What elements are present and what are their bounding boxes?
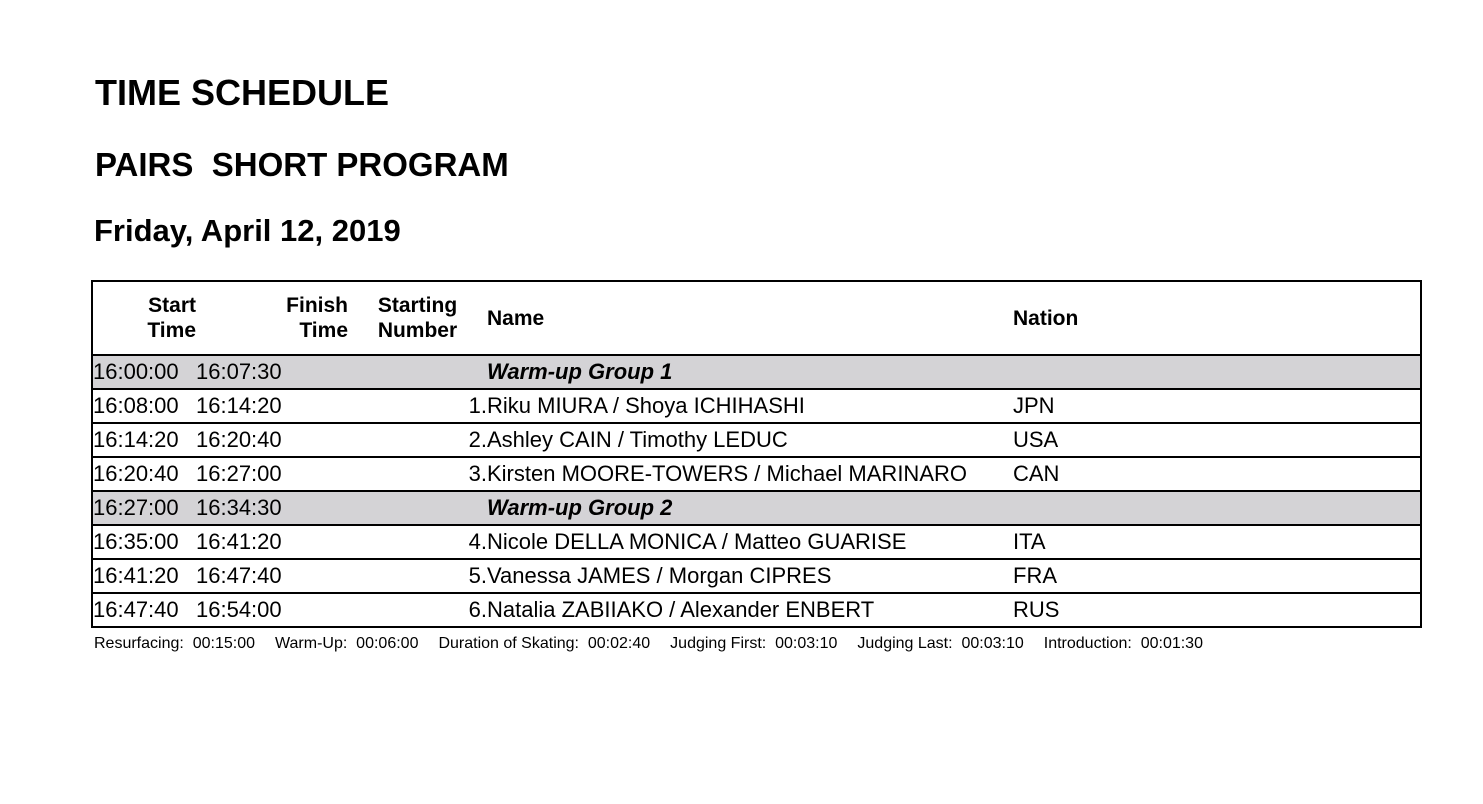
start-time: 16:41:20: [92, 559, 196, 593]
warmup-group-label: Warm-up Group 2: [487, 491, 1013, 525]
header-name: Name: [487, 281, 1013, 355]
introduction-duration: Introduction: 00:01:30: [1043, 635, 1203, 652]
schedule-table: [91, 280, 1422, 628]
page-title: TIME SCHEDULE: [95, 72, 390, 113]
finish-time: 16:41:20: [196, 525, 348, 559]
warmup-duration: Warm-Up: 00:06:00: [275, 635, 419, 652]
nation: ITA: [1013, 525, 1421, 559]
table-row: [92, 559, 1421, 593]
skater-names: Natalia ZABIIAKO / Alexander ENBERT: [487, 597, 875, 622]
table-row: [92, 423, 1421, 457]
skater-names: Nicole DELLA MONICA / Matteo GUARISE: [487, 525, 1013, 559]
header-starting-number: Starting Number: [348, 281, 487, 355]
nation: FRA: [1013, 559, 1421, 593]
finish-time: 16:47:40: [196, 559, 348, 593]
start-time: 16:27:00: [92, 491, 196, 525]
nation: JPN: [1013, 389, 1421, 423]
starting-number: [348, 491, 487, 525]
table-row: [92, 389, 1421, 423]
nation: [1013, 355, 1421, 389]
skater-names: Kirsten MOORE-TOWERS / Michael MARINARO: [487, 457, 1013, 491]
nation: USA: [1013, 423, 1421, 457]
event-title: PAIRS SHORT PROGRAM: [95, 146, 509, 183]
nation: [1013, 491, 1421, 525]
starting-number: 3.: [348, 457, 487, 491]
starting-number: 6.: [468, 597, 487, 622]
skater-names: Vanessa JAMES / Morgan CIPRES: [487, 559, 1013, 593]
nation: CAN: [1013, 457, 1421, 491]
header-nation: Nation: [1013, 281, 1421, 355]
starting-number: 4.: [348, 525, 487, 559]
resurfacing-duration: Resurfacing: 00:15:00: [94, 635, 255, 652]
starting-number: [348, 355, 487, 389]
finish-time: 16:27:00: [196, 457, 348, 491]
timing-footer: [94, 634, 1223, 654]
skating-duration: Duration of Skating: 00:02:40: [438, 635, 651, 652]
start-time: 16:47:40: [93, 597, 179, 622]
start-time: 16:35:00: [92, 525, 196, 559]
table-row: [92, 525, 1421, 559]
warmup-group-row: [92, 355, 1421, 389]
warmup-group-row: [92, 491, 1421, 525]
start-time: 16:08:00: [92, 389, 196, 423]
skater-names: Riku MIURA / Shoya ICHIHASHI: [487, 389, 1013, 423]
start-time: 16:00:00: [92, 355, 196, 389]
start-time: 16:14:20: [92, 423, 196, 457]
starting-number: 2.: [348, 423, 487, 457]
nation: RUS: [1013, 597, 1060, 622]
start-time: 16:20:40: [92, 457, 196, 491]
starting-number: 5.: [348, 559, 487, 593]
finish-time: 16:07:30: [196, 355, 348, 389]
warmup-group-label: Warm-up Group 1: [487, 355, 1013, 389]
finish-time: 16:20:40: [196, 423, 348, 457]
event-date: Friday, April 12, 2019: [94, 213, 401, 248]
finish-time: 16:54:00: [196, 597, 282, 622]
header-start-time: Start Time: [92, 281, 196, 355]
judging-last-duration: Judging Last: 00:03:10: [857, 635, 1024, 652]
starting-number: 1.: [348, 389, 487, 423]
header-finish-time: Finish Time: [196, 281, 348, 355]
finish-time: 16:14:20: [196, 389, 348, 423]
judging-first-duration: Judging First: 00:03:10: [670, 635, 838, 652]
skater-names: Ashley CAIN / Timothy LEDUC: [487, 423, 1013, 457]
header-row: [92, 281, 1421, 355]
table-row: [92, 457, 1421, 491]
finish-time: 16:34:30: [196, 491, 348, 525]
table-row: [92, 593, 1421, 627]
